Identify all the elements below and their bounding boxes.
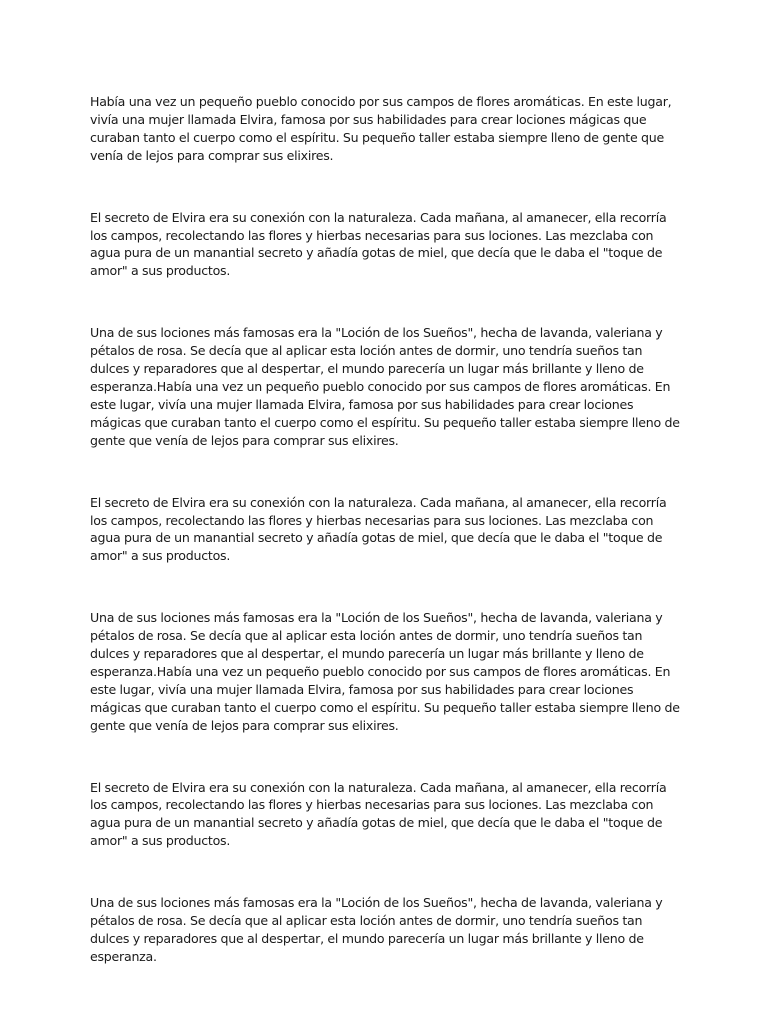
document-body [90,93,680,966]
paragraph-1: Había una vez un pequeño pueblo conocido por sus campos de flores aromáticas. En este lugar, vivía una mujer llamada Elvira, famosa por sus habilidades para crear lociones mágicas que curaban tanto el cuerpo como el espíritu. Su pequeño taller estaba siempre lleno de gente que venía de lejos para comprar sus elixires. [90,94,672,163]
paragraph-7: Una de sus lociones más famosas era la "Loción de los Sueños", hecha de lavanda, valeriana y pétalos de rosa. Se decía que al aplicar esta loción antes de dormir, uno tendría sueños tan dulces y reparadores que al despertar, el mundo parecería un lugar más brillante y lleno de esperanza. [90,895,663,964]
paragraph-spacer [90,165,680,209]
paragraph-5: Una de sus lociones más famosas era la "Loción de los Sueños", hecha de lavanda, valeriana y pétalos de rosa. Se decía que al aplicar esta loción antes de dormir, uno tendría sueños tan dulces y reparadores que al despertar, el mundo parecería un lugar más brillante y lleno de esperanza.Había una vez un pequeño pueblo conocido por sus campos de flores aromáticas. En este lugar, vivía una mujer llamada Elvira, famosa por sus habilidades para crear lociones mágicas que curaban tanto el cuerpo como el espíritu. Su pequeño taller estaba siempre lleno de gente que venía de lejos para comprar sus elixires. [90,610,680,733]
paragraph-6: El secreto de Elvira era su conexión con la naturaleza. Cada mañana, al amanecer, ella recorría los campos, recolectando las flores y hierbas necesarias para sus lociones. Las mezclaba con agua pura de un manantial secreto y añadía gotas de miel, que decía que le daba el "toque de amor" a sus productos. [90,779,667,849]
paragraph-spacer [90,850,680,894]
paragraph-spacer [90,450,680,494]
paragraph-spacer [90,565,680,609]
paragraph-spacer [90,280,680,324]
paragraph-3: Una de sus lociones más famosas era la "Loción de los Sueños", hecha de lavanda, valeriana y pétalos de rosa. Se decía que al aplicar esta loción antes de dormir, uno tendría sueños tan dulces y reparadores que al despertar, el mundo parecería un lugar más brillante y lleno de esperanza.Había una vez un pequeño pueblo conocido por sus campos de flores aromáticas. En este lugar, vivía una mujer llamada Elvira, famosa por sus habilidades para crear lociones mágicas que curaban tanto el cuerpo como el espíritu. Su pequeño taller estaba siempre lleno de gente que venía de lejos para comprar sus elixires. [90,325,680,448]
paragraph-4: El secreto de Elvira era su conexión con la naturaleza. Cada mañana, al amanecer, ella recorría los campos, recolectando las flores y hierbas necesarias para sus lociones. Las mezclaba con agua pura de un manantial secreto y añadía gotas de miel, que decía que le daba el "toque de amor" a sus productos. [90,494,667,564]
paragraph-spacer [90,735,680,779]
paragraph-2: El secreto de Elvira era su conexión con la naturaleza. Cada mañana, al amanecer, ella recorría los campos, recolectando las flores y hierbas necesarias para sus lociones. Las mezclaba con agua pura de un manantial secreto y añadía gotas de miel, que decía que le daba el "toque de amor" a sus productos. [90,209,667,279]
